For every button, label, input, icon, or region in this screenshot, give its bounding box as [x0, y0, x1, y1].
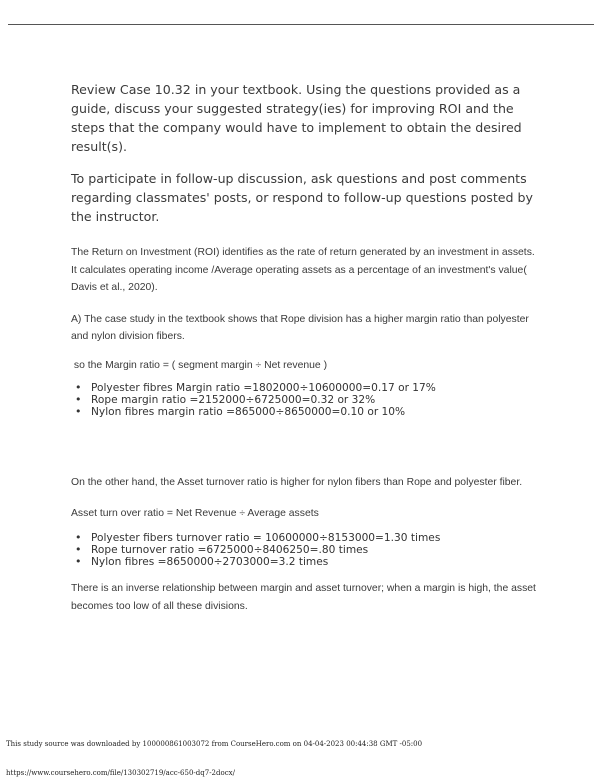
turnover-formula: Asset turn over ratio = Net Revenue ÷ Average assets	[71, 507, 319, 519]
source-url[interactable]: https://www.coursehero.com/file/130302719/acc-650-dq7-2docx/	[6, 769, 235, 777]
turnover-ratio-list	[71, 532, 541, 568]
margin-formula: so the Margin ratio = ( segment margin ÷ Net revenue )	[71, 359, 328, 371]
download-source-note: This study source was downloaded by 100000861003072 from CourseHero.com on 04-04-2023 00:44:38 GMT -05:00	[6, 740, 423, 748]
list-item: • Polyester fibres Margin ratio =1802000÷10600000=0.17 or 17%	[71, 382, 541, 394]
roi-definition: The Return on Investment (ROI) identifies as the rate of return generated by an investment in assets. It calculates operating income /Average operating assets as a percentage of an investment's value( Davis et al., 2020).	[71, 247, 535, 293]
top-divider	[8, 24, 594, 25]
prompt-paragraph-2: To participate in follow-up discussion, ask questions and post comments regarding classmates' posts, or respond to follow-up questions posted by the instructor.	[71, 171, 533, 224]
document-body	[71, 80, 541, 615]
prompt-paragraph-1: Review Case 10.32 in your textbook. Using the questions provided as a guide, discuss your suggested strategy(ies) for improving ROI and the steps that the company would have to implement to obtain the desired result(s).	[71, 82, 522, 154]
list-item: • Rope turnover ratio =6725000÷8406250=.80 times	[71, 544, 541, 556]
list-item: • Polyester fibers turnover ratio = 10600000÷8153000=1.30 times	[71, 532, 541, 544]
list-item: • Nylon fibres margin ratio =865000÷8650000=0.10 or 10%	[71, 406, 541, 418]
list-item: • Rope margin ratio =2152000÷6725000=0.32 or 32%	[71, 394, 541, 406]
section-a-paragraph: A) The case study in the textbook shows that Rope division has a higher margin ratio than polyester and nylon division fibers.	[71, 313, 529, 342]
margin-ratio-list	[71, 382, 541, 418]
list-item: • Nylon fibres =8650000÷2703000=3.2 times	[71, 556, 541, 568]
conclusion-paragraph: There is an inverse relationship between margin and asset turnover; when a margin is high, the asset becomes too low of all these divisions.	[71, 583, 536, 612]
turnover-intro: On the other hand, the Asset turnover ratio is higher for nylon fibers than Rope and polyester fiber.	[71, 477, 523, 488]
